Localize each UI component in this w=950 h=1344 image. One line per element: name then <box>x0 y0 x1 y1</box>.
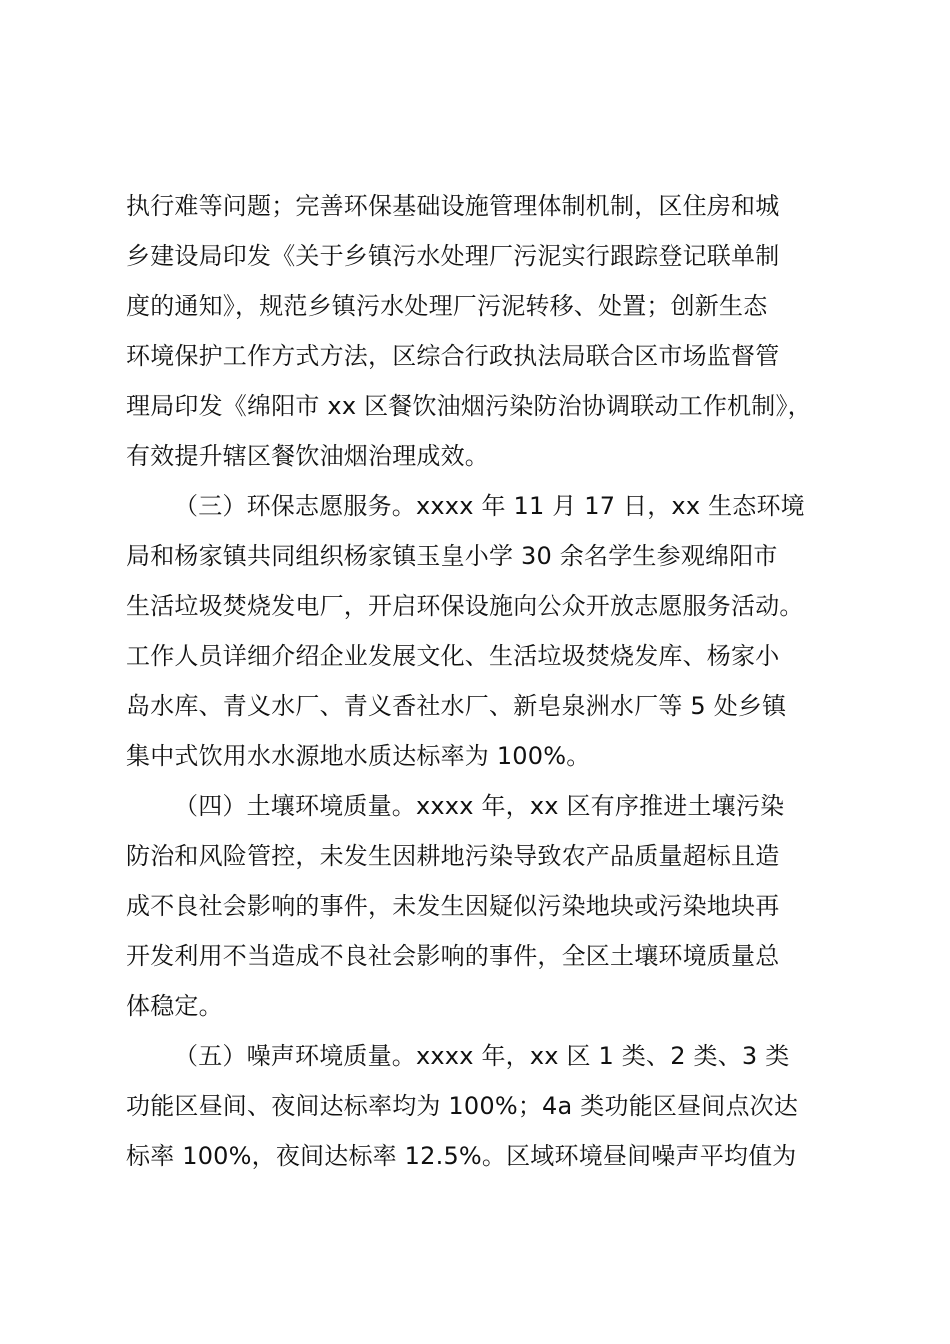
text-line: 有效提升辖区餐饮油烟治理成效。 <box>126 442 489 470</box>
text-line: 局和杨家镇共同组织杨家镇玉皇小学 30 余名学生参观绵阳市 <box>126 542 778 570</box>
text-line: 理局印发《绵阳市 xx 区餐饮油烟污染防治协调联动工作机制》， <box>126 392 812 420</box>
section-heading-line: （三）环保志愿服务。xxxx 年 11 月 17 日，xx 生态环境 <box>174 492 805 520</box>
section-heading-line: （四）土壤环境质量。xxxx 年，xx 区有序推进土壤污染 <box>174 792 785 820</box>
text-line: 防治和风险管控，未发生因耕地污染导致农产品质量超标且造 <box>126 842 780 870</box>
text-line: 生活垃圾焚烧发电厂，开启环保设施向公众开放志愿服务活动。 <box>126 592 804 620</box>
text-line: 集中式饮用水水源地水质达标率为 100%。 <box>126 742 591 770</box>
text-line: 标率 100%，夜间达标率 12.5%。区域环境昼间噪声平均值为 <box>126 1142 797 1170</box>
text-line: 体稳定。 <box>126 992 223 1020</box>
text-line: 工作人员详细介绍企业发展文化、生活垃圾焚烧发库、杨家小 <box>126 642 780 670</box>
text-line: 成不良社会影响的事件，未发生因疑似污染地块或污染地块再 <box>126 892 780 920</box>
text-line: 开发利用不当造成不良社会影响的事件，全区土壤环境质量总 <box>126 942 780 970</box>
text-line: 功能区昼间、夜间达标率均为 100%；4a 类功能区昼间点次达 <box>126 1092 799 1120</box>
text-line: 环境保护工作方式方法，区综合行政执法局联合区市场监督管 <box>126 342 780 370</box>
section-heading-line: （五）噪声环境质量。xxxx 年，xx 区 1 类、2 类、3 类 <box>174 1042 790 1070</box>
text-line: 岛水库、青义水厂、青义香社水厂、新皂泉洲水厂等 5 处乡镇 <box>126 692 787 720</box>
text-line: 执行难等问题；完善环保基础设施管理体制机制，区住房和城 <box>126 192 780 220</box>
text-line: 度的通知》，规范乡镇污水处理厂污泥转移、处置；创新生态 <box>126 292 768 320</box>
text-line: 乡建设局印发《关于乡镇污水处理厂污泥实行跟踪登记联单制 <box>126 242 780 270</box>
